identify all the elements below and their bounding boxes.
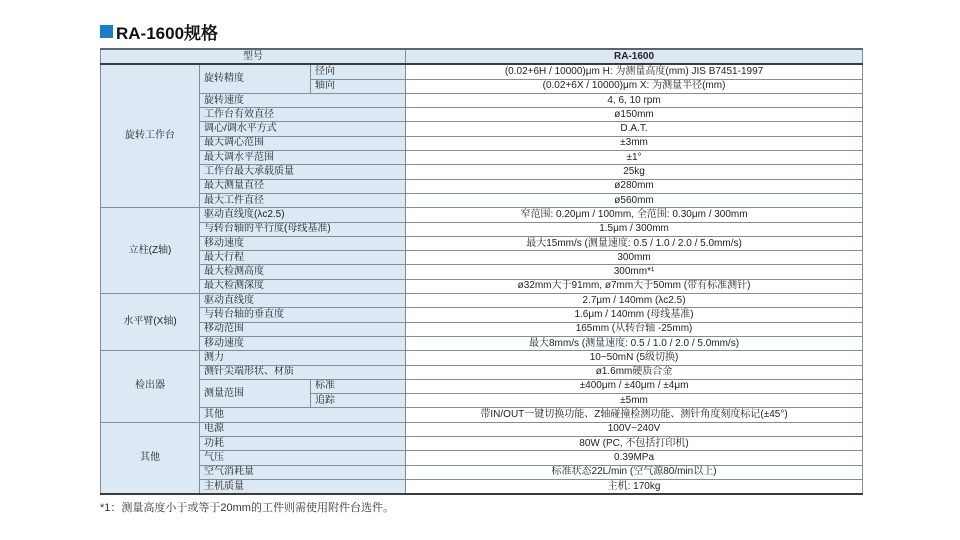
spec-value: 标准状态22L/min (空气源80/min以上) (406, 465, 863, 479)
sub-spec-label: 追踪 (311, 394, 406, 408)
spec-value: ø1.6mm硬质合金 (406, 365, 863, 379)
table-row (101, 422, 863, 436)
spec-label: 与转台轴的平行度(母线基准) (200, 222, 406, 236)
spec-value: 4, 6, 10 rpm (406, 93, 863, 107)
spec-value: 1.6μm / 140mm (母线基准) (406, 308, 863, 322)
table-row (101, 479, 863, 494)
spec-label: 驱动直线度 (200, 294, 406, 308)
table-row (101, 336, 863, 350)
spec-label: 驱动直线度(λc2.5) (200, 208, 406, 222)
spec-label: 电源 (200, 422, 406, 436)
spec-label: 最大检测深度 (200, 279, 406, 293)
model-name: RA-1600 (406, 49, 863, 64)
section-label-z-column: 立柱(Z轴) (101, 208, 200, 294)
spec-label: 最大检测高度 (200, 265, 406, 279)
spec-label: 主机质量 (200, 479, 406, 494)
spec-label: 最大调心范围 (200, 136, 406, 150)
spec-table (100, 48, 863, 495)
spec-label: 测量范围 (200, 379, 311, 408)
table-row (101, 151, 863, 165)
spec-label: 测力 (200, 351, 406, 365)
table-row (101, 265, 863, 279)
spec-label: 空气消耗量 (200, 465, 406, 479)
spec-value: 80W (PC, 不包括打印机) (406, 437, 863, 451)
table-row (101, 451, 863, 465)
spec-value: 窄范围: 0.20μm / 100mm, 全范围: 0.30μm / 300mm (406, 208, 863, 222)
table-row (101, 322, 863, 336)
table-row (101, 108, 863, 122)
spec-value: ø560mm (406, 193, 863, 207)
table-row (101, 122, 863, 136)
table-row (101, 279, 863, 293)
spec-value: D.A.T. (406, 122, 863, 136)
spec-label: 移动速度 (200, 236, 406, 250)
table-row (101, 365, 863, 379)
spec-value: 最大8mm/s (测量速度: 0.5 / 1.0 / 2.0 / 5.0mm/s) (406, 336, 863, 350)
spec-value: ±5mm (406, 394, 863, 408)
table-header-row (101, 49, 863, 64)
table-row (101, 351, 863, 365)
spec-value: 最大15mm/s (测量速度: 0.5 / 1.0 / 2.0 / 5.0mm/s) (406, 236, 863, 250)
table-row (101, 437, 863, 451)
spec-value: ø280mm (406, 179, 863, 193)
spec-value: ±400μm / ±40μm / ±4μm (406, 379, 863, 393)
spec-value: (0.02+6X / 10000)μm X: 为测量半径(mm) (406, 79, 863, 93)
table-row (101, 136, 863, 150)
table-row (101, 165, 863, 179)
spec-value: 300mm (406, 251, 863, 265)
table-row (101, 64, 863, 79)
section-title (100, 21, 218, 41)
spec-label: 其他 (200, 408, 406, 422)
spec-value: 1.5μm / 300mm (406, 222, 863, 236)
spec-value: (0.02+6H / 10000)μm H: 为测量高度(mm) JIS B7451-1997 (406, 64, 863, 79)
table-row (101, 236, 863, 250)
spec-value: 100V~240V (406, 422, 863, 436)
spec-value: 10~50mN (5级切换) (406, 351, 863, 365)
spec-label: 旋转速度 (200, 93, 406, 107)
table-row (101, 408, 863, 422)
section-label-x-arm: 水平臂(X轴) (101, 294, 200, 351)
spec-label: 最大工件直径 (200, 193, 406, 207)
table-row (101, 208, 863, 222)
section-label-other: 其他 (101, 422, 200, 494)
spec-label: 功耗 (200, 437, 406, 451)
spec-label: 调心/调水平方式 (200, 122, 406, 136)
sub-spec-label: 轴向 (311, 79, 406, 93)
spec-label: 工作台有效直径 (200, 108, 406, 122)
spec-value: 主机: 170kg (406, 479, 863, 494)
spec-value: 300mm*¹ (406, 265, 863, 279)
spec-label: 测针尖端形状、材质 (200, 365, 406, 379)
table-row (101, 179, 863, 193)
spec-label: 最大测量直径 (200, 179, 406, 193)
table-row (101, 308, 863, 322)
spec-value: ø150mm (406, 108, 863, 122)
table-row (101, 465, 863, 479)
spec-label: 旋转精度 (200, 64, 311, 93)
table-row (101, 379, 863, 393)
spec-value: 2.7μm / 140mm (λc2.5) (406, 294, 863, 308)
spec-label: 移动范围 (200, 322, 406, 336)
spec-label: 最大行程 (200, 251, 406, 265)
table-row (101, 294, 863, 308)
table-row (101, 251, 863, 265)
table-row (101, 222, 863, 236)
sub-spec-label: 径向 (311, 64, 406, 79)
table-row (101, 93, 863, 107)
table-row (101, 193, 863, 207)
spec-value: ±1° (406, 151, 863, 165)
sub-spec-label: 标准 (311, 379, 406, 393)
spec-label: 移动速度 (200, 336, 406, 350)
spec-value: 0.39MPa (406, 451, 863, 465)
spec-value: 25kg (406, 165, 863, 179)
footnote: *1：测量高度小于或等于20mm的工件则需使用附件台选件。 (100, 502, 394, 514)
spec-value: 带IN/OUT一键切换功能、Z轴碰撞检测功能、测针角度刻度标记(±45°) (406, 408, 863, 422)
spec-value: 165mm (从转台轴 -25mm) (406, 322, 863, 336)
spec-label: 与转台轴的垂直度 (200, 308, 406, 322)
spec-label: 气压 (200, 451, 406, 465)
spec-value: ø32mm大于91mm, ø7mm大于50mm (带有标准测针) (406, 279, 863, 293)
page-title: RA-1600规格 (116, 23, 219, 43)
section-label-detector: 检出器 (101, 351, 200, 422)
spec-value: ±3mm (406, 136, 863, 150)
title-bullet-icon (100, 25, 113, 38)
spec-label: 最大调水平范围 (200, 151, 406, 165)
spec-label: 工作台最大承载质量 (200, 165, 406, 179)
section-label-rotary-table: 旋转工作台 (101, 64, 200, 207)
model-header-label: 型号 (101, 49, 406, 64)
